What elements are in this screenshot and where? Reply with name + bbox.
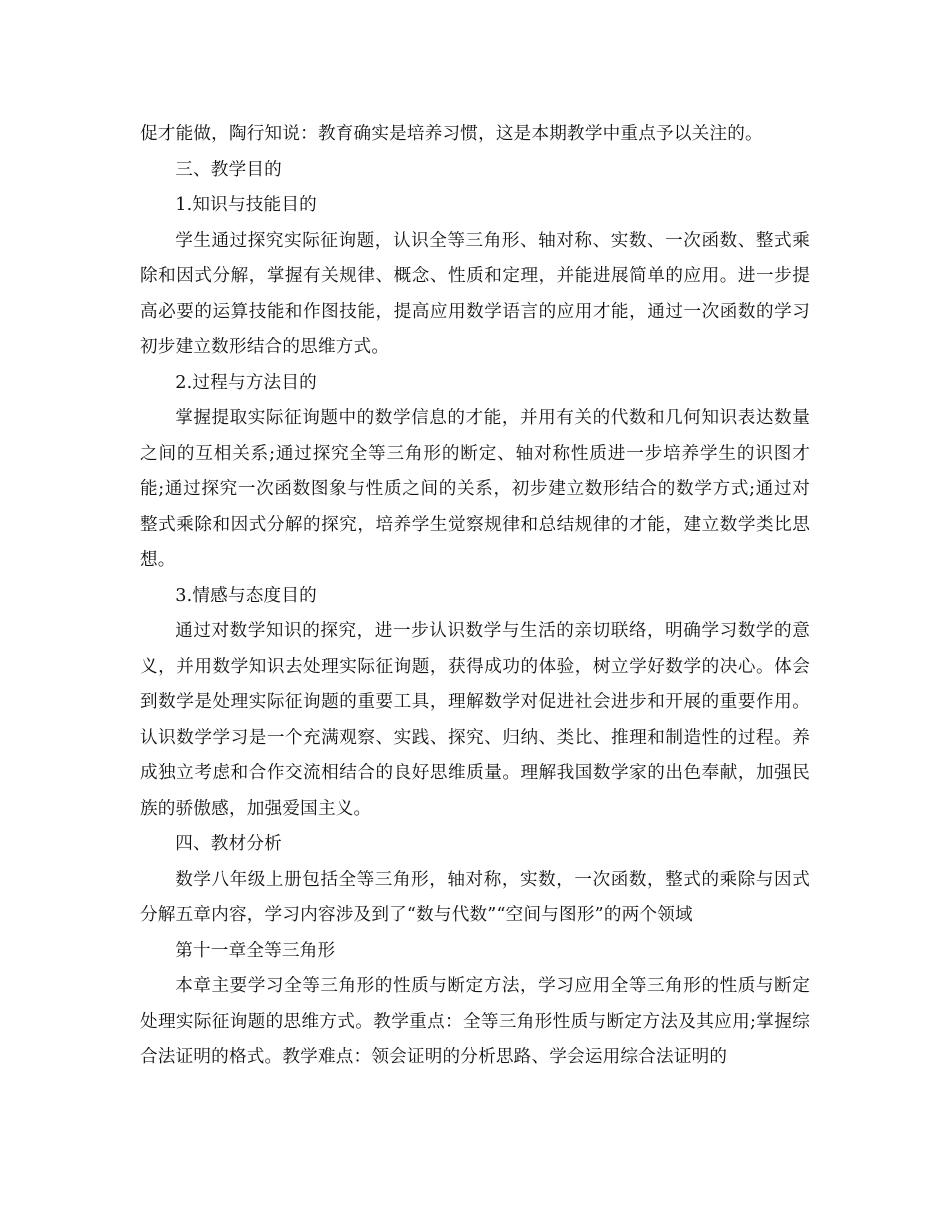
- paragraph-emotion-attitude: 通过对数学知识的探究，进一步认识数学与生活的亲切联络，明确学习数学的意义，并用数学知识去处理实际征询题，获得成功的体验，树立学好数学的决心。体会到数学是处理实际征询题的重要工具，理解数学对促进社会进步和开展的重要作用。认识数学学习是一个充满观察、实践、探究、归纳、类比、推理和制造性的过程。养成独立考虑和合作交流相结合的良好思维质量。理解我国数学家的出色奉献，加强民族的骄傲感，加强爱国主义。: [140, 621, 810, 819]
- paragraph-process-methods: 掌握提取实际征询题中的数学信息的才能，并用有关的代数和几何知识表达数量之间的互相关系;通过探究全等三角形的断定、轴对称性质进一步培养学生的识图才能;通过探究一次函数图象与性质之间的关系，初步建立数形结合的数学方式;通过对整式乘除和因式分解的探究，培养学生觉察规律和总结规律的才能，建立数学类比思想。: [140, 408, 810, 570]
- subheading-knowledge-skills: 1.知识与技能目的: [175, 195, 317, 215]
- paragraph-chapter-11: 本章主要学习全等三角形的性质与断定方法，学习应用全等三角形的性质与断定处理实际征询题的思维方式。教学重点：全等三角形性质与断定方法及其应用;掌握综合法证明的格式。教学难点：领会证明的分析思路、学会运用综合法证明的: [140, 976, 810, 1067]
- subheading-emotion-attitude: 3.情感与态度目的: [175, 585, 317, 606]
- heading-chapter-11: 第十一章全等三角形: [175, 940, 336, 961]
- paragraph-textbook-analysis: 数学八年级上册包括全等三角形，轴对称，实数，一次函数，整式的乘除与因式分解五章内容，学习内容涉及到了“数与代数”“空间与图形”的两个领域: [140, 869, 810, 925]
- subheading-process-methods: 2.过程与方法目的: [175, 372, 317, 393]
- heading-teaching-goals: 三、教学目的: [175, 159, 282, 180]
- heading-textbook-analysis: 四、教材分析: [175, 834, 282, 854]
- paragraph-knowledge-skills: 学生通过探究实际征询题，认识全等三角形、轴对称、实数、一次函数、整式乘除和因式分解，掌握有关规律、概念、性质和定理，并能进展简单的应用。进一步提高必要的运算技能和作图技能，提高应用数学语言的应用才能，通过一次函数的学习初步建立数形结合的思维方式。: [140, 230, 810, 357]
- document-body: [140, 117, 810, 1076]
- paragraph-continuation: 促才能做，陶行知说：教育确实是培养习惯，这是本期教学中重点予以关注的。: [140, 124, 763, 144]
